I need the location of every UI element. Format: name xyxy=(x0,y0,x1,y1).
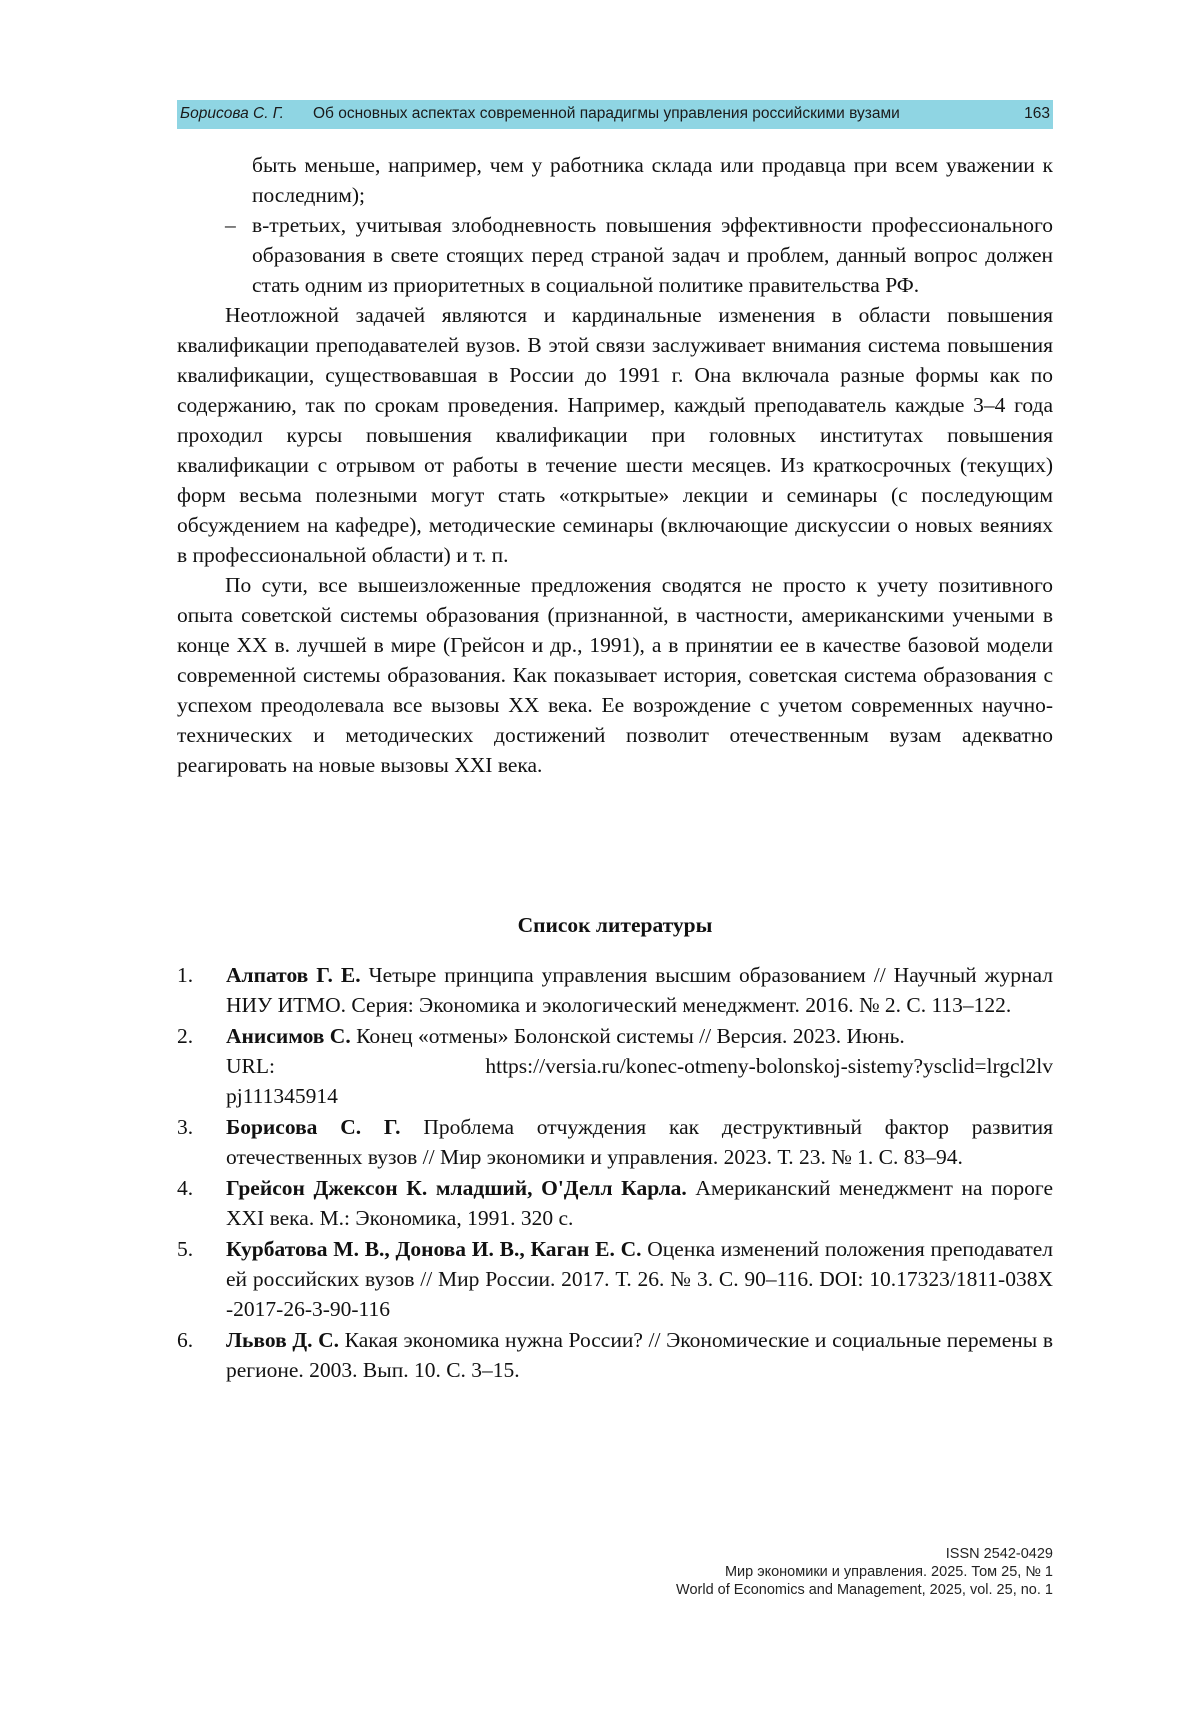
reference-item xyxy=(177,1112,1053,1172)
reference-number: 4. xyxy=(177,1176,194,1200)
reference-text: Четыре принципа управления высшим образованием // Научный журнал НИУ ИТМО. Серия: Экономика и экологический менеджмент. 2016. № 2. С. 113–122. xyxy=(226,963,1053,1017)
reference-item xyxy=(177,1234,1053,1324)
reference-text: Американский менеджмент на пороге XXI века. М.: Экономика, 1991. 320 с. xyxy=(226,1176,1053,1230)
reference-url-label: URL: xyxy=(226,1054,275,1078)
article-body xyxy=(177,150,1053,780)
reference-authors: Курбатова М. В., Донова И. В., Каган Е. С. xyxy=(226,1237,642,1261)
reference-number: 5. xyxy=(177,1237,194,1261)
reference-authors: Алпатов Г. Е. xyxy=(226,963,361,987)
list-item-text: в-третьих, учитывая злободневность повышения эффективности профессионального образования в свете стоящих перед страной задач и проблем, данный вопрос должен стать одним из приоритетных в социальной политике правительства РФ. xyxy=(252,213,1053,297)
reference-item xyxy=(177,1021,1053,1111)
reference-url[interactable]: https://versia.ru/konec-otmeny-bolonskoj-sistemy?ysclid=lrgcl2lv xyxy=(485,1054,1053,1078)
reference-text: Какая экономика нужна России? // Экономические и социальные перемены в регионе. 2003. Вып. 10. С. 3–15. xyxy=(226,1328,1054,1382)
page-number: 163 xyxy=(1024,105,1050,122)
references-list xyxy=(177,960,1053,1386)
reference-item xyxy=(177,960,1053,1020)
reference-authors: Грейсон Джексон К. младший, О'Делл Карла. xyxy=(226,1176,687,1200)
references-heading: Список литературы xyxy=(517,913,713,937)
footer-issn: ISSN 2542-0429 xyxy=(945,1546,1053,1562)
footer-journal-en: World of Economics and Management, 2025, vol. 25, no. 1 xyxy=(676,1582,1053,1598)
reference-authors: Анисимов С. xyxy=(226,1024,351,1048)
reference-text: Проблема отчуждения как деструктивный фактор развития отечественных вузов // Мир экономики и управления. 2023. Т. 23. № 1. С. 83–94. xyxy=(226,1115,1053,1169)
paragraph-conclusion: По сути, все вышеизложенные предложения сводятся не просто к учету позитивного опыта советской системы образования (признанной, в частности, американскими учеными в конце XX в. лучшей в мире (Грейсон и др., 1991), а в принятии ее в качестве базовой модели современной системы образования. Как показывает история, советская система образования с успехом преодолевала все вызовы XX века. Ее возрождение с учетом современных научно-технических и методических достижений позволит отечественным вузам адекватно реагировать на новые вызовы XXI века. xyxy=(177,573,1053,777)
continued-list-item: быть меньше, например, чем у работника склада или продавца при всем уважении к последним); xyxy=(252,153,1053,207)
header-author: Борисова С. Г. xyxy=(180,105,284,122)
reference-item xyxy=(177,1325,1053,1385)
reference-url-tail[interactable]: pj111345914 xyxy=(226,1084,338,1108)
paragraph-qualification: Неотложной задачей являются и кардинальные изменения в области повышения квалификации преподавателей вузов. В этой связи заслуживает внимания система повышения квалификации, существовавшая в России до 1991 г. Она включала разные формы как по содержанию, так по срокам проведения. Например, каждый преподаватель каждые 3–4 года проходил курсы повышения квалификации при головных институтах повышения квалификации с отрывом от работы в течение шести месяцев. Из краткосрочных (текущих) форм весьма полезными могут стать «открытые» лекции и семинары (с последующим обсуждением на кафедре), методические семинары (включающие дискуссии о новых веяниях в профессиональной области) и т. п. xyxy=(177,303,1053,567)
reference-text: Оценка изменений положения преподавателей российских вузов // Мир России. 2017. Т. 26. № 3. С. 90–116. DOI: 10.17323/1811-038X-2017-26-3-90-116 xyxy=(226,1237,1053,1321)
journal-footer xyxy=(676,1545,1053,1599)
reference-number: 3. xyxy=(177,1115,194,1139)
reference-number: 2. xyxy=(177,1024,194,1048)
reference-authors: Львов Д. С. xyxy=(226,1328,340,1352)
reference-authors: Борисова С. Г. xyxy=(226,1115,401,1139)
reference-number: 6. xyxy=(177,1328,194,1352)
list-item-third xyxy=(177,210,1053,300)
reference-number: 1. xyxy=(177,963,194,987)
list-dash: – xyxy=(225,213,236,237)
reference-url-line xyxy=(226,1051,1053,1081)
reference-item xyxy=(177,1173,1053,1233)
header-title: Об основных аспектах современной парадигмы управления российскими вузами xyxy=(313,105,900,122)
footer-journal-ru: Мир экономики и управления. 2025. Том 25, № 1 xyxy=(724,1564,1053,1580)
running-header xyxy=(177,100,1053,129)
reference-text: Конец «отмены» Болонской системы // Версия. 2023. Июнь. xyxy=(350,1024,905,1048)
